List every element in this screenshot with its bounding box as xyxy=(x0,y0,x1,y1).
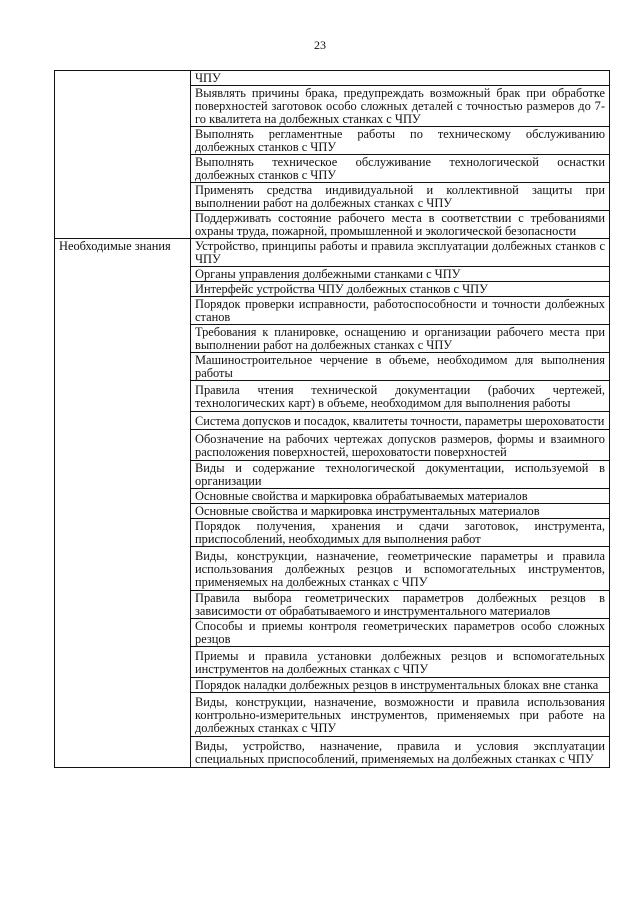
knowledge-item: Система допусков и посадок, квалитеты точности, параметры шероховатости xyxy=(191,412,610,430)
knowledge-item: Основные свойства и маркировка инструментальных материалов xyxy=(191,504,610,519)
requirements-table xyxy=(54,70,610,768)
knowledge-item: Требования к планировке, оснащению и организации рабочего места при выполнении работ на долбежных станках с ЧПУ xyxy=(191,325,610,353)
skill-item: ЧПУ xyxy=(191,71,610,86)
knowledge-item: Порядок получения, хранения и сдачи заготовок, инструмента, приспособлений, необходимых для выполнения работ xyxy=(191,519,610,547)
knowledge-item: Устройство, принципы работы и правила эксплуатации долбежных станков с ЧПУ xyxy=(191,239,610,267)
table-row xyxy=(55,71,610,86)
knowledge-item: Правила выбора геометрических параметров долбежных резцов в зависимости от обрабатываемого и инструментального материалов xyxy=(191,591,610,619)
knowledge-item: Приемы и правила установки долбежных резцов и вспомогательных инструментов на долбежных станках с ЧПУ xyxy=(191,647,610,678)
knowledge-item: Виды, конструкции, назначение, возможности и правила использования контрольно-измерительных инструментов, применяемых при работе на долбежных станках с ЧПУ xyxy=(191,693,610,737)
skill-item: Поддерживать состояние рабочего места в соответствии с требованиями охраны труда, пожарной, промышленной и экологической безопасности xyxy=(191,211,610,239)
knowledge-item: Машиностроительное черчение в объеме, необходимом для выполнения работы xyxy=(191,353,610,381)
knowledge-item: Органы управления долбежными станками с ЧПУ xyxy=(191,267,610,282)
skill-item: Выявлять причины брака, предупреждать возможный брак при обработке поверхностей заготовок особо сложных деталей с точностью размеров до 7-го квалитета на долбежных станках с ЧПУ xyxy=(191,86,610,127)
skill-item: Применять средства индивидуальной и коллективной защиты при выполнении работ на долбежных станках с ЧПУ xyxy=(191,183,610,211)
knowledge-item: Порядок наладки долбежных резцов в инструментальных блоках вне станка xyxy=(191,678,610,693)
knowledge-item: Основные свойства и маркировка обрабатываемых материалов xyxy=(191,489,610,504)
knowledge-item: Интерфейс устройства ЧПУ долбежных станков с ЧПУ xyxy=(191,282,610,297)
skill-item: Выполнять регламентные работы по техническому обслуживанию долбежных станков с ЧПУ xyxy=(191,127,610,155)
knowledge-section-label: Необходимые знания xyxy=(55,239,191,768)
knowledge-item: Способы и приемы контроля геометрических параметров особо сложных резцов xyxy=(191,619,610,647)
skills-section-label xyxy=(55,71,191,239)
knowledge-item: Правила чтения технической документации (рабочих чертежей, технологических карт) в объеме, необходимом для выполнения работы xyxy=(191,381,610,412)
knowledge-item: Виды, устройство, назначение, правила и условия эксплуатации специальных приспособлений, применяемых на долбежных станках с ЧПУ xyxy=(191,737,610,768)
knowledge-item: Обозначение на рабочих чертежах допусков размеров, формы и взаимного расположения поверхностей, шероховатости поверхностей xyxy=(191,430,610,461)
knowledge-item: Порядок проверки исправности, работоспособности и точности долбежных станов xyxy=(191,297,610,325)
knowledge-item: Виды и содержание технологической документации, используемой в организации xyxy=(191,461,610,489)
page-number: 23 xyxy=(314,38,326,52)
knowledge-item: Виды, конструкции, назначение, геометрические параметры и правила использования долбежных резцов и вспомогательных инструментов, применяемых на долбежных станках с ЧПУ xyxy=(191,547,610,591)
table-row xyxy=(55,239,610,267)
skill-item: Выполнять техническое обслуживание технологической оснастки долбежных станков с ЧПУ xyxy=(191,155,610,183)
